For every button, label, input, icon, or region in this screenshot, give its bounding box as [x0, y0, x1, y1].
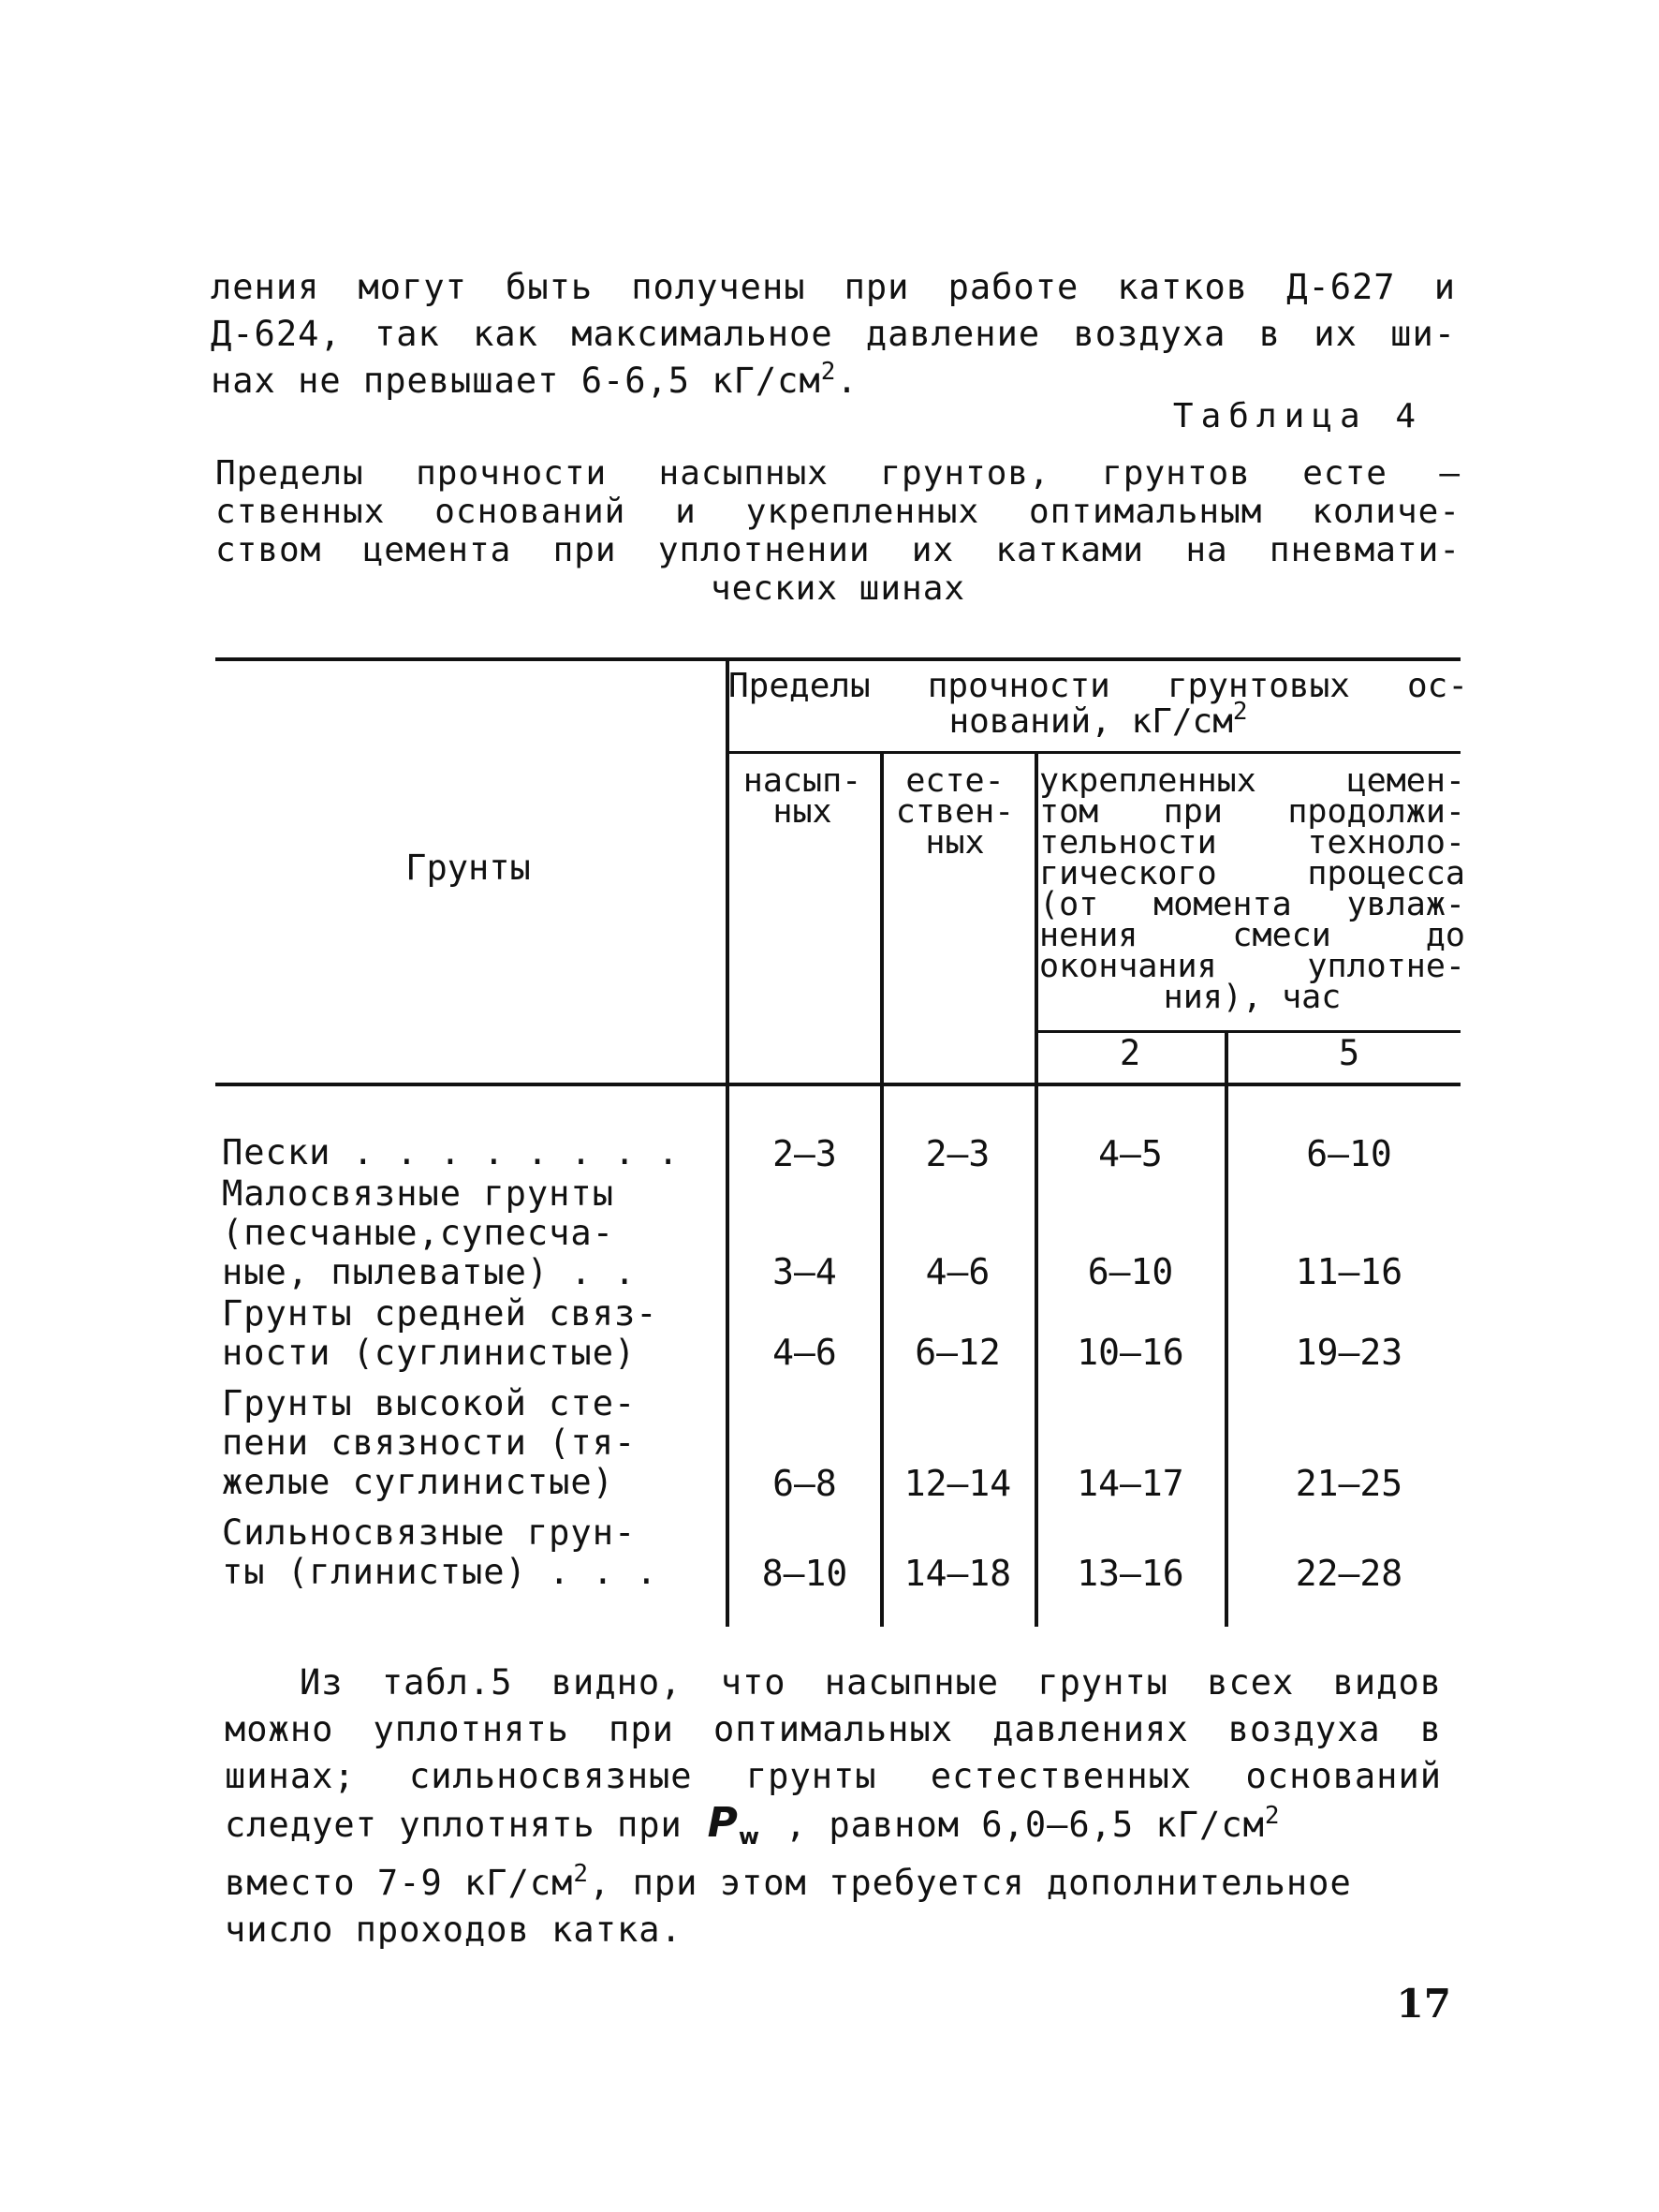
paragraph-line: Из табл.5 видно, что насыпные грунты всех видов — [300, 1662, 1442, 1703]
paragraph-line: шинах; сильносвязные грунты естественных оснований — [225, 1756, 1442, 1796]
group-header-rule — [726, 751, 1461, 754]
paragraph-line: нах не превышает 6-6,5 $кГ/см^2$. — [211, 358, 859, 401]
header-bottom-rule — [215, 1083, 1461, 1086]
column-header-5-hours: 5 — [1338, 1033, 1360, 1073]
row-label-vysokoi-svyaznosti: Грунты высокой сте- пени связности (тя- желые суглинистые) — [222, 1383, 637, 1502]
table-cell: 6–10 — [1087, 1251, 1174, 1292]
row-label-srednei-svyaznosti: Грунты средней связ- ности (суглинистые) — [222, 1293, 658, 1373]
table-cell: 8–10 — [761, 1553, 848, 1594]
paragraph-line: число проходов катка. — [225, 1910, 683, 1950]
column-divider — [1035, 751, 1038, 1627]
table-cell: 12–14 — [903, 1463, 1012, 1504]
table-cell: 10–16 — [1077, 1332, 1184, 1373]
table-cell: 4–5 — [1098, 1133, 1163, 1174]
table-cell: 2–3 — [925, 1133, 991, 1174]
column-divider — [880, 751, 884, 1627]
page-number: 17 — [1396, 1981, 1451, 2027]
bottom-paragraph — [225, 1659, 1442, 1954]
table-cell: 14–17 — [1077, 1463, 1184, 1504]
paragraph-line: ления могут быть получены при работе катков Д-627 и — [211, 267, 1456, 307]
table-cell: 4–6 — [772, 1332, 837, 1373]
column-divider — [1225, 1030, 1228, 1627]
group-header: Пределы прочности грунтовых ос- нований, $кГ/см^2$ — [728, 667, 1468, 741]
column-header-estestvennykh: есте- ствен- ных — [895, 762, 1015, 862]
column-header-grunty: Грунты — [405, 848, 531, 888]
table-title-line: Пределы прочности насыпных грунтов, грунтов есте – — [215, 454, 1461, 493]
table-title-line: ческих шинах — [710, 569, 966, 608]
table-cell: 22–28 — [1295, 1553, 1403, 1594]
row-label-peski: Пески . . . . . . . . — [222, 1132, 680, 1172]
column-header-nasypnykh: насып- ных — [742, 762, 862, 831]
hours-header-rule — [1037, 1030, 1461, 1033]
row-label-silnosvyaznye: Сильносвязные грун- ты (глинистые) . . . — [222, 1512, 658, 1592]
paragraph-line: следует уплотнять при $P_w$ , равном 6,0–6,5 $кГ/см^2$ — [225, 1800, 1442, 1860]
table-cell: 6–8 — [772, 1463, 837, 1504]
pressure-symbol: $P_w$ — [707, 1799, 760, 1850]
table-cell: 6–12 — [915, 1332, 1001, 1373]
table-cell: 11–16 — [1295, 1251, 1403, 1292]
table-cell: 3–4 — [772, 1251, 837, 1292]
table-cell: 4–6 — [925, 1251, 991, 1292]
table-top-rule — [215, 657, 1461, 661]
table-cell: 21–25 — [1295, 1463, 1403, 1504]
table-cell: 13–16 — [1077, 1553, 1184, 1594]
table-label: Таблица 4 — [1172, 397, 1423, 435]
column-header-ukreplennykh: укрепленных цемен- том при продолжи- тельности техноло- гического процесса (от момента увлаж- нения смеси до окончания уплотне- ния), час — [1039, 762, 1465, 1016]
table-cell: 14–18 — [903, 1553, 1012, 1594]
table-cell: 19–23 — [1295, 1332, 1403, 1373]
column-header-2-hours: 2 — [1119, 1033, 1141, 1073]
table-cell: 6–10 — [1306, 1133, 1392, 1174]
column-divider — [726, 657, 729, 1627]
row-label-malosvyaznye: Малосвязные грунты (песчаные,супесча- ные, пылеватые) . . — [222, 1173, 637, 1292]
table-cell: 2–3 — [772, 1133, 837, 1174]
paragraph-line: вместо 7-9 $кГ/см^2$, при этом требуется дополнительное — [225, 1860, 1352, 1903]
paragraph-line: Д-624, так как максимальное давление воздуха в их ши- — [211, 314, 1456, 354]
table-title-line: ственных оснований и укрепленных оптимальным количе- — [215, 493, 1461, 531]
table-title-line: ством цемента при уплотнении их катками на пневмати- — [215, 531, 1461, 569]
paragraph-line: можно уплотнять при оптимальных давлениях воздуха в — [225, 1709, 1442, 1749]
